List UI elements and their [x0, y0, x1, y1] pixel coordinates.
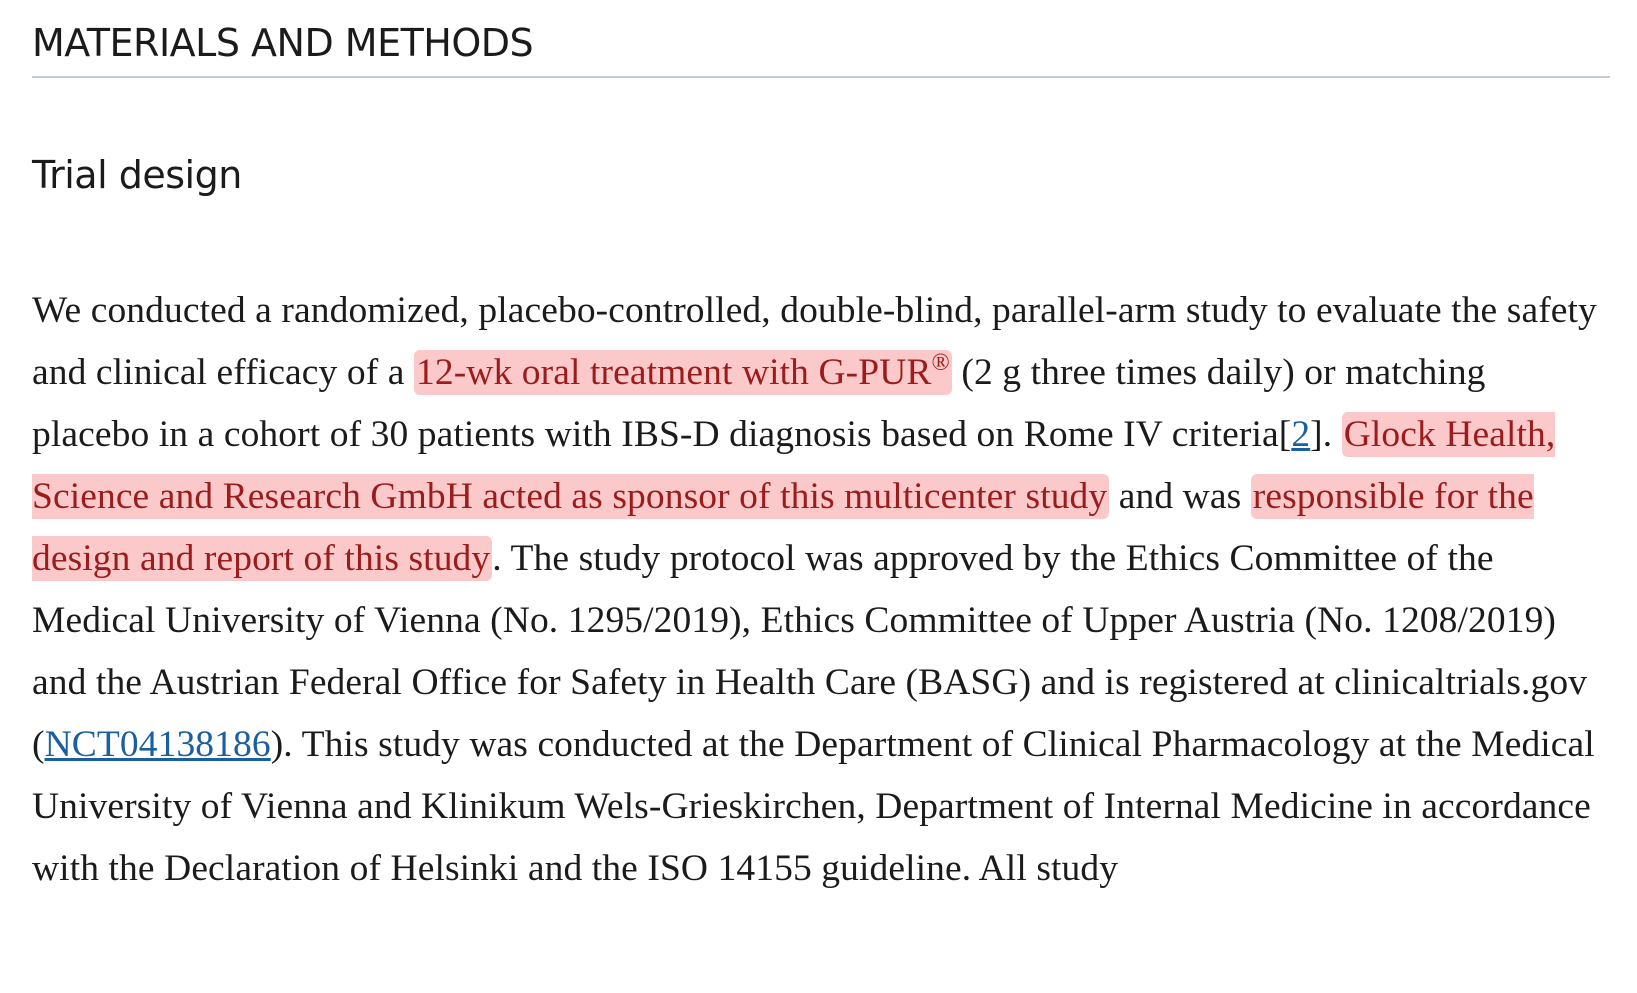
paragraph-text: ). This study was conducted at the Department of Clinical Pharmacology at the Medical University of Vienna and Klinikum Wels-Grieskirchen, Department of Internal Medicine in accordance with the Declaration of Helsinki and the ISO 14155 guideline. All study [32, 724, 1595, 889]
reference-link-2[interactable]: 2 [1291, 414, 1311, 455]
subsection-heading: Trial design [32, 153, 242, 197]
registered-mark: ® [931, 350, 950, 376]
section-heading: MATERIALS AND METHODS [32, 22, 1610, 78]
paragraph-text: (2 g three times daily) or matching placebo in a cohort of 30 patients with IBS-D diagnosis based on Rome IV criteria[ [32, 352, 1486, 455]
paragraph-text: We conducted a randomized, placebo-controlled, double-blind, parallel-arm study to evaluate the safety and clinical efficacy of a [32, 290, 1597, 393]
clinical-trial-link[interactable]: NCT04138186 [44, 724, 271, 765]
highlight-sponsor: Glock Health, Science and Research GmbH acted as sponsor of this multicenter study [32, 414, 1556, 517]
highlight-responsibility: responsible for the design and report of this study [32, 476, 1534, 579]
body-paragraph [32, 280, 1612, 900]
paragraph-text: . The study protocol was approved by the Ethics Committee of the Medical University of Vienna (No. 1295/2019), Ethics Committee of Upper Austria (No. 1208/2019) and the Austrian Federal Office for Safety in Health Care (BASG) and is registered at clinicaltrials.gov ( [32, 538, 1588, 765]
highlight-treatment-text: 12-wk oral treatment with G-PUR [416, 352, 932, 393]
highlight-treatment [414, 350, 952, 395]
paragraph-text: ]. [1310, 414, 1342, 455]
paragraph-text: and was [1109, 476, 1251, 517]
